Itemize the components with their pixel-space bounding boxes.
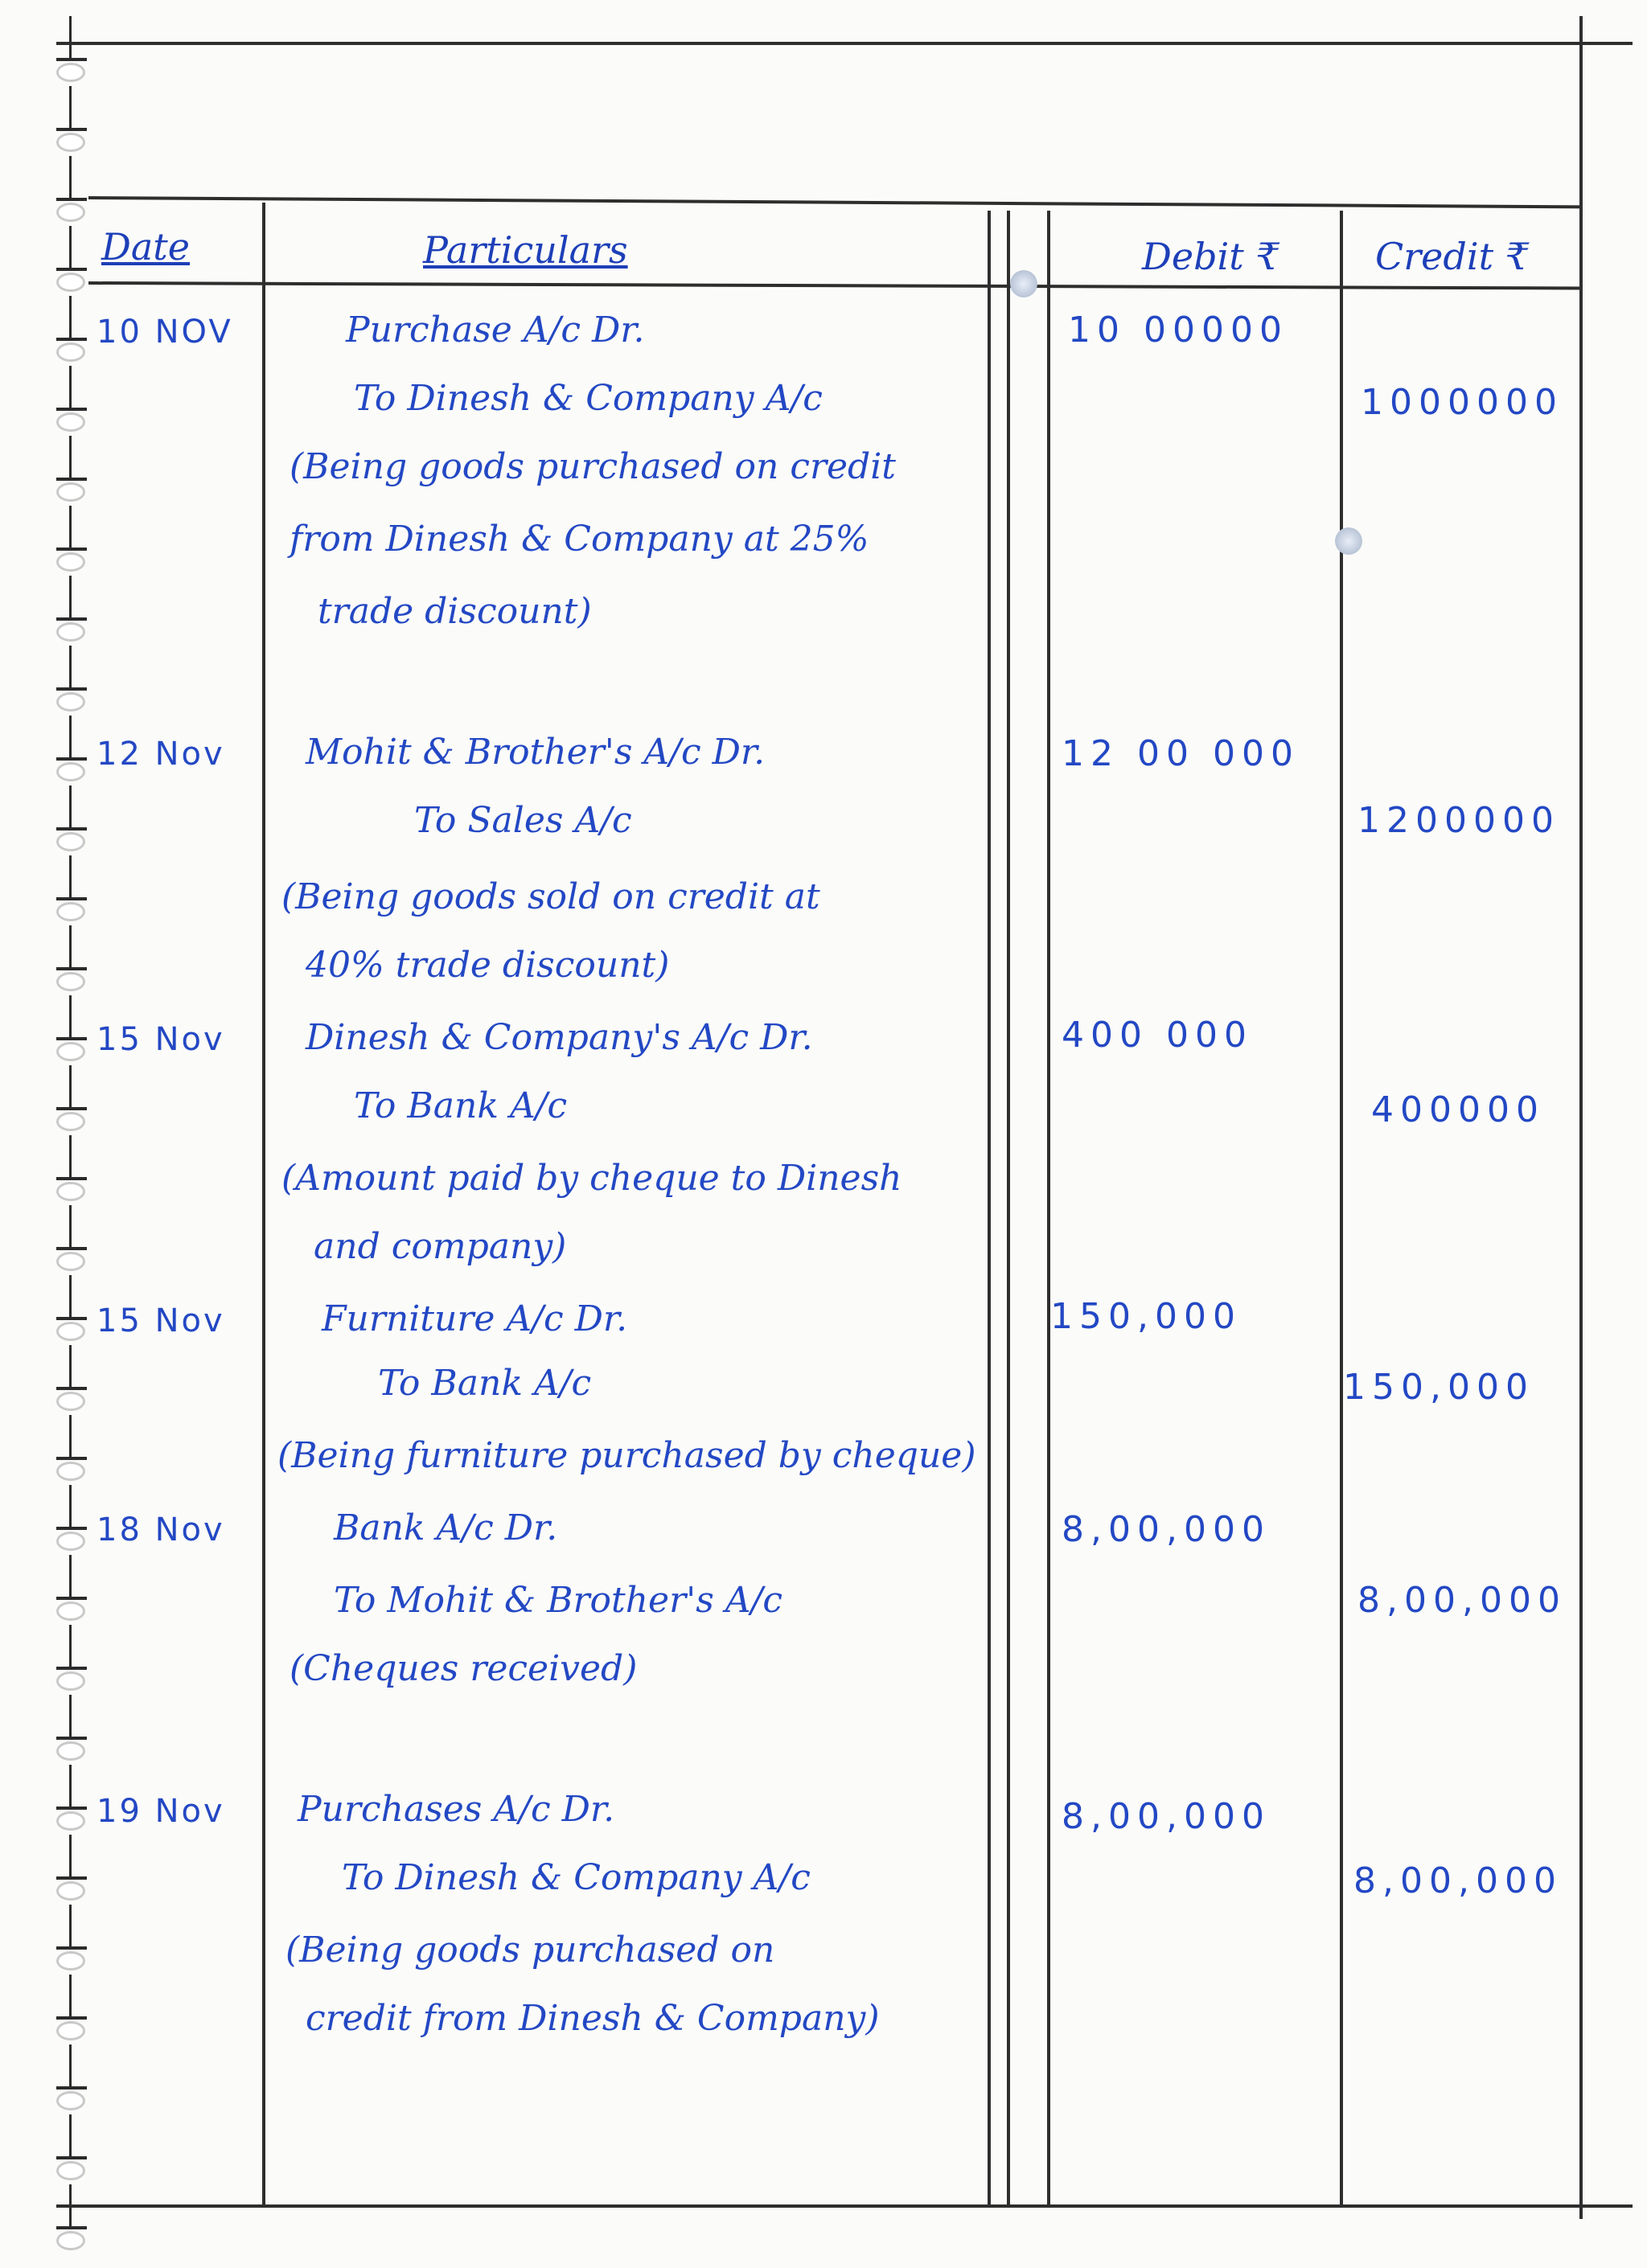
binding-ring xyxy=(56,482,85,502)
binding-ring xyxy=(56,1252,85,1271)
entry-narration: (Being goods purchased on xyxy=(285,1930,775,1971)
binding-ring xyxy=(56,1042,85,1061)
entry-debit-account: Furniture A/c Dr. xyxy=(322,1298,628,1339)
entry-credit-account: To Mohit & Brother's A/c xyxy=(334,1580,783,1621)
header-debit: Debit ₹ xyxy=(1142,235,1279,278)
binding-wire xyxy=(69,296,72,341)
entry-date: 10 NOV xyxy=(97,314,233,351)
top-rule xyxy=(56,42,1633,45)
binding-ring xyxy=(56,133,85,152)
binding-wire xyxy=(69,1205,72,1250)
binding-wire xyxy=(69,436,72,481)
binding-ring xyxy=(56,203,85,222)
binding-wire-foot xyxy=(56,1876,87,1880)
binding-wire xyxy=(69,925,72,970)
binding-wire xyxy=(69,1835,72,1880)
binding-ring xyxy=(56,1392,85,1411)
entry-date: 12 Nov xyxy=(97,736,225,773)
spiral-binding xyxy=(32,0,105,2268)
entry-credit-amount: 8,00,000 xyxy=(1353,1860,1563,1901)
binding-ring xyxy=(56,1462,85,1481)
binding-wire-foot xyxy=(56,1107,87,1110)
particulars-column-rule-a xyxy=(988,211,991,2208)
binding-wire xyxy=(69,1555,72,1600)
entry-narration: (Amount paid by cheque to Dinesh xyxy=(281,1158,902,1199)
binding-wire-foot xyxy=(56,2226,87,2229)
pin-hole-mark xyxy=(1335,527,1362,555)
binding-wire xyxy=(69,366,72,411)
binding-wire-foot xyxy=(56,1946,87,1950)
binding-ring xyxy=(56,832,85,851)
entry-debit-amount: 8,00,000 xyxy=(1062,1509,1271,1550)
binding-wire xyxy=(69,86,72,131)
binding-ring xyxy=(56,412,85,432)
entry-credit-account: To Dinesh & Company A/c xyxy=(342,1857,811,1898)
binding-wire xyxy=(69,785,72,831)
binding-ring xyxy=(56,902,85,921)
entry-date: 15 Nov xyxy=(97,1021,225,1058)
entry-date: 18 Nov xyxy=(97,1511,225,1548)
entry-debit-account: Dinesh & Company's A/c Dr. xyxy=(306,1017,813,1058)
binding-wire-foot xyxy=(56,1597,87,1600)
binding-ring xyxy=(56,1881,85,1901)
entry-narration: (Cheques received) xyxy=(290,1648,638,1689)
entry-debit-account: Mohit & Brother's A/c Dr. xyxy=(306,732,766,773)
binding-wire xyxy=(69,1275,72,1320)
binding-ring xyxy=(56,2231,85,2250)
binding-wire-foot xyxy=(56,1737,87,1740)
binding-wire xyxy=(69,1415,72,1460)
binding-ring xyxy=(56,1671,85,1691)
binding-wire xyxy=(69,2044,72,2090)
binding-ring xyxy=(56,622,85,642)
binding-wire-foot xyxy=(56,1807,87,1810)
binding-wire-foot xyxy=(56,1037,87,1040)
binding-wire-foot xyxy=(56,338,87,341)
binding-wire xyxy=(69,1065,72,1110)
binding-wire-foot xyxy=(56,1317,87,1320)
binding-ring xyxy=(56,692,85,712)
binding-wire xyxy=(69,646,72,691)
entry-narration: (Being goods purchased on credit xyxy=(290,446,896,487)
date-column-rule xyxy=(262,203,265,2208)
binding-wire xyxy=(69,1975,72,2020)
binding-wire xyxy=(69,2114,72,2159)
entry-date: 19 Nov xyxy=(97,1793,225,1830)
binding-wire-foot xyxy=(56,478,87,481)
binding-ring xyxy=(56,1112,85,1131)
binding-ring xyxy=(56,273,85,292)
header-date: Date xyxy=(101,225,191,269)
binding-wire-foot xyxy=(56,1457,87,1460)
binding-wire-foot xyxy=(56,58,87,61)
pin-hole-mark xyxy=(1010,270,1037,297)
binding-ring xyxy=(56,2161,85,2180)
binding-wire-foot xyxy=(56,1177,87,1180)
binding-ring xyxy=(56,1602,85,1621)
entry-narration: from Dinesh & Company at 25% xyxy=(290,519,869,560)
entry-credit-account: To Bank A/c xyxy=(378,1363,592,1404)
credit-column-rule xyxy=(1340,211,1343,2208)
header-top-rule xyxy=(88,196,1583,208)
binding-wire-foot xyxy=(56,897,87,900)
entry-narration: and company) xyxy=(314,1226,567,1267)
binding-wire xyxy=(69,156,72,201)
header-credit: Credit ₹ xyxy=(1375,235,1529,278)
particulars-column-rule-b xyxy=(1007,211,1010,2208)
binding-wire xyxy=(69,506,72,551)
entry-debit-amount: 12 00 000 xyxy=(1062,733,1300,774)
binding-ring xyxy=(56,552,85,572)
binding-wire xyxy=(69,1695,72,1740)
right-border xyxy=(1579,16,1583,2219)
header-particulars: Particulars xyxy=(423,228,628,272)
binding-ring xyxy=(56,972,85,991)
binding-wire xyxy=(69,1135,72,1180)
entry-debit-account: Bank A/c Dr. xyxy=(334,1507,558,1548)
binding-wire xyxy=(69,855,72,900)
entry-credit-amount: 150,000 xyxy=(1343,1367,1534,1408)
entry-narration: credit from Dinesh & Company) xyxy=(306,1998,880,2039)
binding-wire-foot xyxy=(56,617,87,621)
binding-wire-foot xyxy=(56,687,87,691)
binding-wire-foot xyxy=(56,548,87,551)
entry-debit-amount: 10 00000 xyxy=(1068,310,1288,351)
binding-wire-foot xyxy=(56,128,87,131)
entry-credit-amount: 400000 xyxy=(1371,1089,1545,1130)
entry-debit-account: Purchases A/c Dr. xyxy=(298,1789,615,1830)
binding-wire xyxy=(69,716,72,761)
entry-credit-account: To Bank A/c xyxy=(354,1085,568,1126)
binding-wire-foot xyxy=(56,2086,87,2090)
debit-column-rule xyxy=(1047,211,1050,2208)
header-bottom-rule xyxy=(88,281,1583,289)
binding-wire xyxy=(69,1765,72,1810)
binding-wire-foot xyxy=(56,268,87,271)
binding-wire-foot xyxy=(56,1527,87,1530)
binding-wire xyxy=(69,1485,72,1530)
binding-wire xyxy=(69,995,72,1040)
binding-wire xyxy=(69,576,72,621)
entry-debit-amount: 400 000 xyxy=(1062,1015,1253,1056)
binding-ring xyxy=(56,2021,85,2040)
entry-debit-account: Purchase A/c Dr. xyxy=(346,310,645,351)
binding-wire-foot xyxy=(56,1387,87,1390)
binding-wire-foot xyxy=(56,967,87,970)
binding-wire xyxy=(69,16,72,61)
entry-credit-amount: 8,00,000 xyxy=(1357,1580,1567,1621)
binding-ring xyxy=(56,1951,85,1971)
binding-ring xyxy=(56,63,85,82)
entry-narration: 40% trade discount) xyxy=(306,945,670,986)
binding-ring xyxy=(56,1741,85,1761)
binding-ring xyxy=(56,342,85,362)
entry-narration: trade discount) xyxy=(318,591,592,632)
entry-debit-amount: 150,000 xyxy=(1050,1296,1242,1337)
entry-credit-account: To Sales A/c xyxy=(414,800,632,841)
bottom-rule xyxy=(56,2204,1633,2208)
binding-wire xyxy=(69,1625,72,1670)
binding-ring xyxy=(56,1322,85,1341)
binding-wire-foot xyxy=(56,408,87,411)
entry-narration: (Being furniture purchased by cheque) xyxy=(277,1435,976,1476)
binding-wire-foot xyxy=(56,1667,87,1670)
binding-wire xyxy=(69,1905,72,1950)
binding-ring xyxy=(56,1811,85,1831)
binding-ring xyxy=(56,2091,85,2110)
binding-wire xyxy=(69,1345,72,1390)
binding-wire-foot xyxy=(56,2156,87,2159)
binding-wire xyxy=(69,226,72,271)
binding-ring xyxy=(56,1182,85,1201)
binding-wire-foot xyxy=(56,198,87,201)
entry-debit-amount: 8,00,000 xyxy=(1062,1796,1271,1837)
binding-wire-foot xyxy=(56,827,87,831)
binding-ring xyxy=(56,762,85,781)
entry-date: 15 Nov xyxy=(97,1302,225,1339)
binding-wire-foot xyxy=(56,757,87,761)
binding-wire-foot xyxy=(56,1247,87,1250)
binding-ring xyxy=(56,1532,85,1551)
entry-narration: (Being goods sold on credit at xyxy=(281,876,820,917)
entry-credit-account: To Dinesh & Company A/c xyxy=(354,378,823,419)
entry-credit-amount: 1000000 xyxy=(1361,382,1563,423)
binding-wire-foot xyxy=(56,2016,87,2020)
entry-credit-amount: 1200000 xyxy=(1357,800,1560,841)
